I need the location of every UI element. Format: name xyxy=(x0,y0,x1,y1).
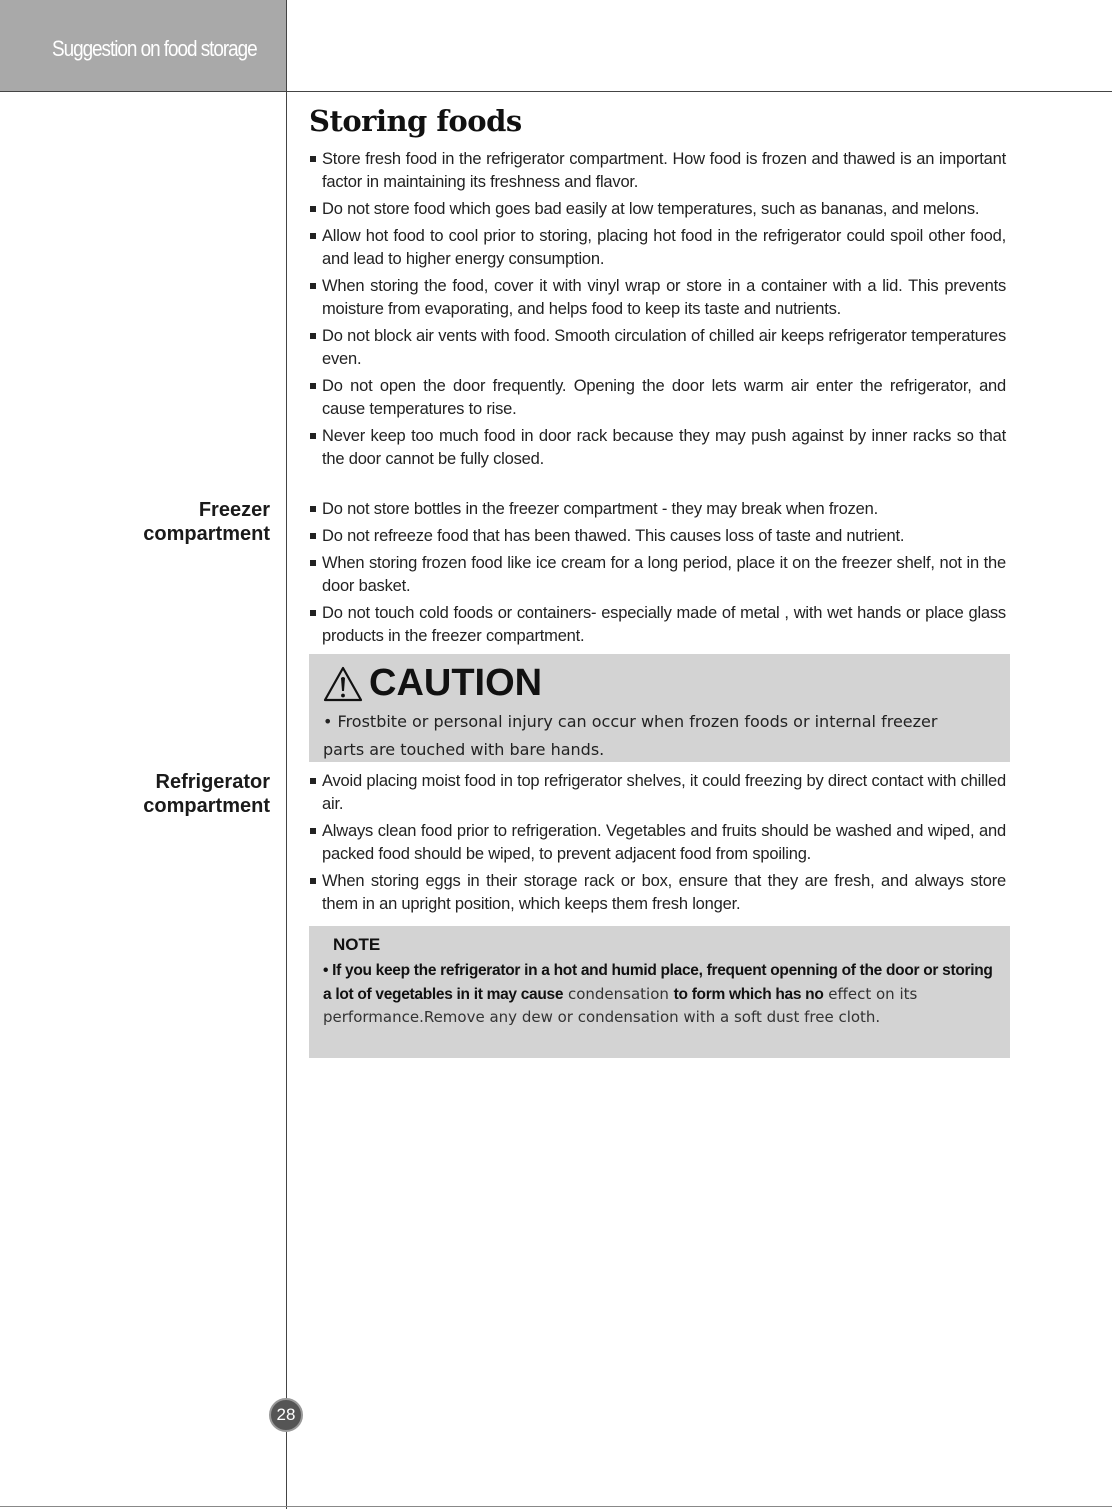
section-header-tab xyxy=(0,0,286,91)
bottom-rule xyxy=(0,1506,1112,1507)
list-item: Always clean food prior to refrigeration. Vegetables and fruits should be washed and wiped, and packed food should be wiped, to prevent adjacent food from spoiling. xyxy=(309,820,1006,866)
warning-triangle-icon xyxy=(323,666,363,702)
caution-heading xyxy=(323,662,542,705)
list-item: Avoid placing moist food in top refrigerator shelves, it could freezing by direct contact with chilled air. xyxy=(309,770,1006,816)
list-item: Store fresh food in the refrigerator compartment. How food is frozen and thawed is an important factor in maintaining its freshness and flavor. xyxy=(309,148,1006,194)
list-item: Do not open the door frequently. Opening the door lets warm air enter the refrigerator, and cause temperatures to rise. xyxy=(309,375,1006,421)
caution-text: • Frostbite or personal injury can occur when frozen foods or internal freezer parts are touched with bare hands. xyxy=(323,712,938,759)
column-divider xyxy=(286,0,287,1509)
freezer-list xyxy=(309,498,1006,652)
note-text: • If you keep the refrigerator in a hot and humid place, frequent openning of the door or storing a lot of vegetables in it may cause condensation to form which has no effect on its performance.Remove any dew or condensation with a soft dust free cloth. xyxy=(323,962,993,1026)
note-title: NOTE xyxy=(333,935,381,954)
list-item: When storing frozen food like ice cream for a long period, place it on the freezer shelf, not in the door basket. xyxy=(309,552,1006,598)
general-storage-list xyxy=(309,148,1006,475)
page-number-badge: 28 xyxy=(269,1398,303,1432)
list-item: Do not block air vents with food. Smooth circulation of chilled air keeps refrigerator temperatures even. xyxy=(309,325,1006,371)
note-box xyxy=(309,926,1010,1058)
section-title: Suggestion on food storage xyxy=(52,36,257,61)
caution-title: CAUTION xyxy=(369,662,543,704)
list-item: Do not store food which goes bad easily at low temperatures, such as bananas, and melons. xyxy=(309,198,1006,221)
list-item: Never keep too much food in door rack because they may push against by inner racks so that the door cannot be fully closed. xyxy=(309,425,1006,471)
caution-box xyxy=(309,654,1010,762)
list-item: When storing eggs in their storage rack or box, ensure that they are fresh, and always store them in an upright position, which keeps them fresh longer. xyxy=(309,870,1006,916)
freezer-section-label: Freezer compartment xyxy=(143,499,270,545)
list-item: When storing the food, cover it with vinyl wrap or store in a container with a lid. This prevents moisture from evaporating, and helps food to keep its taste and nutrients. xyxy=(309,275,1006,321)
refrigerator-list xyxy=(309,770,1006,920)
page-title: Storing foods xyxy=(309,104,522,138)
list-item: Allow hot food to cool prior to storing, placing hot food in the refrigerator could spoil other food, and lead to higher energy consumption. xyxy=(309,225,1006,271)
list-item: Do not store bottles in the freezer compartment - they may break when frozen. xyxy=(309,498,1006,521)
header-divider xyxy=(0,91,1112,92)
list-item: Do not touch cold foods or containers- especially made of metal , with wet hands or place glass products in the freezer compartment. xyxy=(309,602,1006,648)
list-item: Do not refreeze food that has been thawed. This causes loss of taste and nutrient. xyxy=(309,525,1006,548)
refrigerator-section-label: Refrigerator compartment xyxy=(143,771,270,817)
